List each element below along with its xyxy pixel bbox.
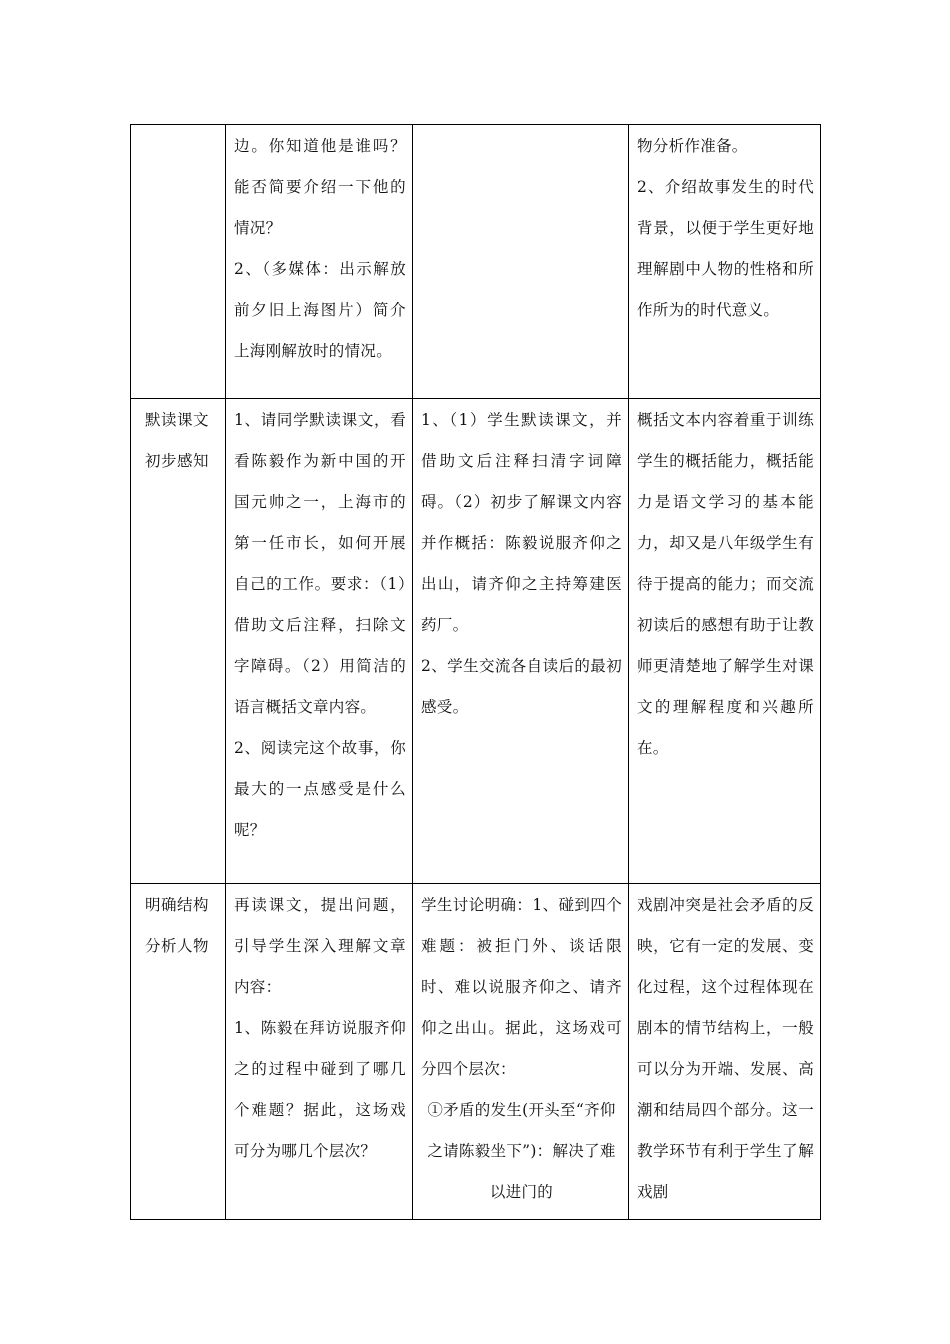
row1-label-cell	[131, 125, 226, 399]
row1-teacher-activity-cell	[226, 125, 413, 399]
row3-student-activity-cell	[413, 884, 629, 1220]
paragraph: 1、（1）学生默读课文，并借助文后注释扫清字词障碍。（2）初步了解课文内容并作概括：陈毅说服齐仰之出山，请齐仰之主持筹建医药厂。	[421, 411, 622, 634]
paragraph: 2、介绍故事发生的时代背景，以便于学生更好地理解剧中人物的性格和所作所为的时代意义。	[637, 178, 814, 319]
row1-design-intent-cell	[629, 125, 821, 399]
stage-label-line: 默读课文	[145, 411, 210, 429]
paragraph: 1、请同学默读课文，看看陈毅作为新中国的开国元帅之一，上海市的第一任市长，如何开展自己的工作。要求：（1）借助文后注释，扫除文字障碍。（2）用简洁的语言概括文章内容。	[234, 411, 406, 716]
paragraph: 戏剧冲突是社会矛盾的反映，它有一定的发展、变化过程，这个过程体现在剧本的情节结构上，一般可以分为开端、发展、高潮和结局四个部分。这一教学环节有利于学生了解戏剧	[637, 896, 814, 1201]
paragraph: 2、学生交流各自读后的最初感受。	[421, 657, 622, 716]
row3-teacher-activity-cell	[226, 884, 413, 1220]
paragraph: 2、（多媒体：出示解放前夕旧上海图片）简介上海刚解放时的情况。	[234, 260, 406, 360]
stage-label-line: 分析人物	[145, 937, 210, 955]
table-row	[131, 399, 821, 884]
stage-label-line: 明确结构	[145, 896, 210, 914]
paragraph: 再读课文，提出问题，引导学生深入理解文章内容：	[234, 896, 406, 996]
table-row	[131, 125, 821, 399]
paragraph: 2、阅读完这个故事，你最大的一点感受是什么呢？	[234, 739, 406, 839]
row3-label-cell	[131, 884, 226, 1220]
row2-teacher-activity-cell	[226, 399, 413, 884]
lesson-plan-table	[130, 124, 821, 1220]
row2-student-activity-cell	[413, 399, 629, 884]
paragraph: 概括文本内容着重于训练学生的概括能力，概括能力是语文学习的基本能力，却又是八年级学生有待于提高的能力；而交流初读后的感想有助于让教师更清楚地了解学生对课文的理解程度和兴趣所在。	[637, 411, 814, 757]
stage-label-line: 初步感知	[145, 452, 210, 470]
paragraph: ①矛盾的发生(开头至“齐仰之请陈毅坐下”)：解决了难以进门的	[427, 1101, 616, 1201]
paragraph: 物分析作准备。	[637, 137, 748, 155]
table-row	[131, 884, 821, 1220]
row2-label-cell	[131, 399, 226, 884]
paragraph: 边。你知道他是谁吗？能否简要介绍一下他的情况？	[234, 137, 406, 237]
row1-student-activity-cell	[413, 125, 629, 399]
row2-design-intent-cell	[629, 399, 821, 884]
row3-design-intent-cell	[629, 884, 821, 1220]
paragraph: 1、陈毅在拜访说服齐仰之的过程中碰到了哪几个难题？据此，这场戏可分为哪几个层次？	[234, 1019, 406, 1160]
paragraph: 学生讨论明确：1、碰到四个难题：被拒门外、谈话限时、难以说服齐仰之、请齐仰之出山。据此，这场戏可分四个层次：	[421, 896, 622, 1078]
